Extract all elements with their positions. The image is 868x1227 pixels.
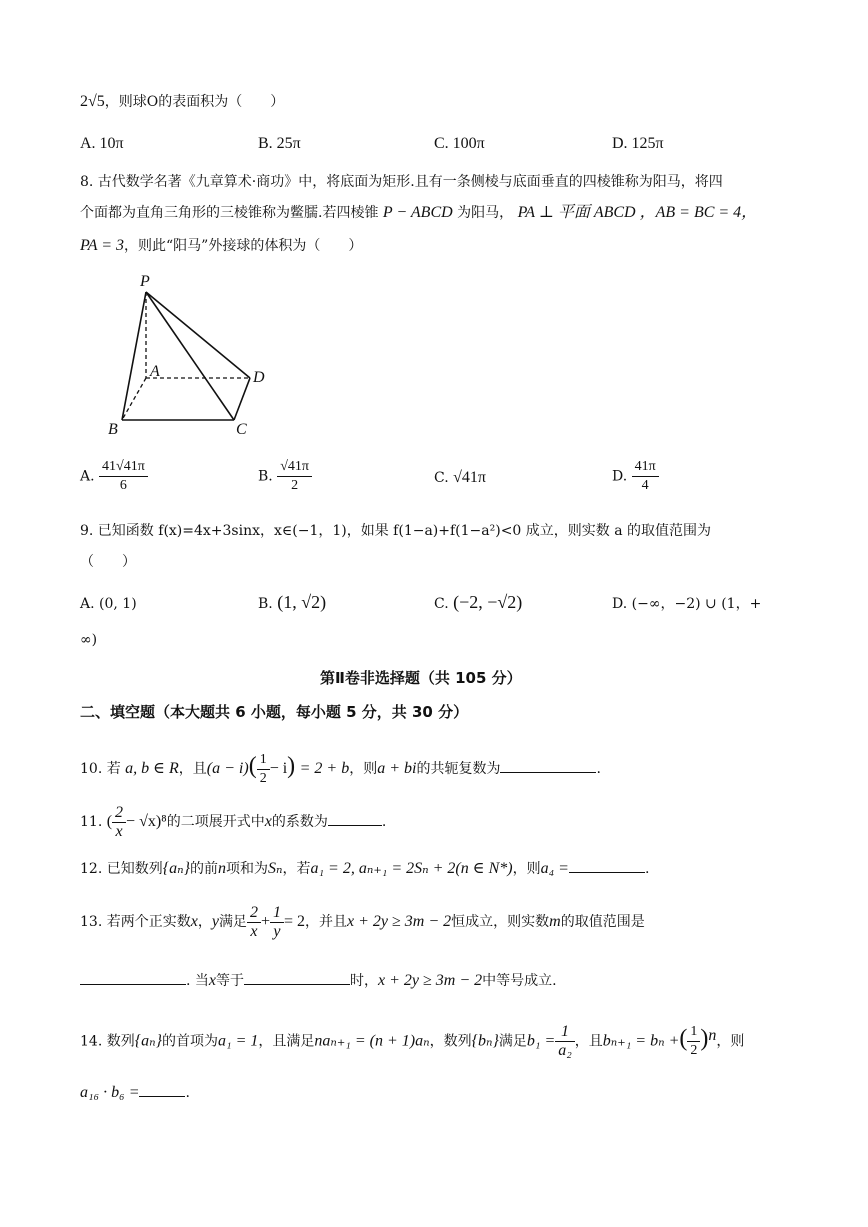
q10-half (257, 751, 270, 788)
q9-c-label: C. (434, 596, 449, 612)
q14-text3: ，且满足 (258, 1033, 315, 1050)
q13-line2-text2: 等于 (216, 973, 245, 989)
q12-text2: 的前 (190, 861, 218, 877)
q9-b-label: B. (258, 596, 273, 612)
q9-option-d: D. (−∞，−2) ∪ (1，+ (612, 596, 762, 612)
q12-text3: 项和为 (226, 861, 268, 877)
q13-line1: 13. 若两个正实数x，y满足 $\frac{2}{x}$ + $\frac{1}{y}$ = 2，并且x + 2y ≥ 3m − 2恒成立，则实数m的取值范围是 (80, 903, 645, 940)
q10-domain: a, b ∈ R (125, 760, 179, 777)
q13-line2 (80, 970, 557, 991)
q8-a-fraction (99, 458, 148, 495)
q7-option-d: D. 125π (612, 135, 664, 152)
q8-d-num: 41π (632, 458, 659, 477)
q14-b1-frac (555, 1023, 575, 1060)
q14-text5: 满足 (498, 1033, 527, 1050)
q13-ineq: x + 2y ≥ 3m − 2 (347, 913, 452, 930)
q10-half-den: 2 (259, 770, 267, 786)
q14-line2 (80, 1082, 190, 1103)
q13-line2-text1: . 当 (186, 973, 209, 989)
q13-frac2 (270, 904, 284, 941)
q9-b-value: (1, √2) (277, 592, 327, 612)
q13-text3: ，并且 (305, 914, 347, 930)
q11-answer-blank[interactable] (328, 811, 382, 826)
q12-sn: Sₙ (268, 860, 283, 877)
q14-text2: 的首项为 (162, 1033, 218, 1050)
q10-half-num: 1 (257, 751, 270, 770)
q13-text5: 的取值范围是 (560, 914, 645, 930)
q14-recurrence-b: bₙ₊₁ = bₙ + (602, 1032, 680, 1050)
q11-expr: − √x)⁸ (126, 813, 167, 830)
q11-line: 11. ( $\frac{2}{x}$ − √x)⁸的二项展开式中x的系数为 . (80, 803, 387, 840)
q12-n: n (218, 860, 226, 877)
q14-half-den: 2 (690, 1043, 698, 1059)
q12-condition: a₁ = 2, aₙ₊₁ = 2Sₙ + 2(n ∈ N*) (310, 860, 513, 877)
q9-option-c (434, 592, 522, 614)
q8-b-label: B. (258, 468, 273, 485)
q9-c-value: (−2, −√2) (453, 592, 523, 612)
q13-eq: = 2 (283, 913, 305, 930)
q8-line2-text: 个面都为直角三角形的三棱锥称为鳖臑.若四棱锥 (80, 205, 379, 221)
q14-recurrence: naₙ₊₁ = (n + 1)aₙ (314, 1032, 430, 1050)
q12-text5: ，则 (512, 861, 541, 877)
q13-line2-x: x (208, 972, 217, 989)
q8-option-d (612, 458, 659, 495)
q14-b1-den: a₂ (558, 1042, 572, 1060)
q10-text1: ，且 (178, 761, 207, 777)
q12-end: . (644, 861, 650, 877)
q10-answer-blank[interactable] (500, 758, 596, 773)
q12-answer-blank[interactable] (569, 858, 645, 873)
q8-pyramid-name: P − ABCD (382, 204, 453, 221)
q10-num: 10. 若 (80, 761, 121, 777)
q13-frac2-num: 1 (270, 904, 284, 923)
q14-half-num: 1 (687, 1023, 700, 1042)
q13-frac1-den: x (250, 922, 258, 940)
q13-text1: 13. 若两个正实数 (80, 914, 191, 930)
label-c: C (236, 421, 247, 438)
q10-line: 10. 若 a, b ∈ R，且(a − i)( $\frac{1}{2}$ − i) = 2 + b，则a + bi的共轭复数为 . (80, 751, 601, 786)
q8-option-a (80, 458, 148, 495)
q13-frac1-num: 2 (247, 904, 261, 923)
q10-rhs: = 2 + b (299, 760, 350, 777)
q8-line2-text2: 为阳马， (457, 205, 514, 221)
q10-minus-i: − i (269, 760, 288, 777)
q8-d-fraction (632, 458, 659, 495)
q14-text4: ，数列 (429, 1033, 472, 1050)
q12-a4: a₄ = (540, 860, 569, 877)
q14-text7: ，则 (716, 1033, 745, 1050)
q13-m: m (549, 913, 561, 930)
q7-option-b: B. 25π (258, 135, 301, 152)
q14-end: . (185, 1085, 190, 1101)
q13-answer-blank-1[interactable] (80, 970, 186, 985)
q10-factor1: (a − i) (206, 760, 249, 777)
q14-b1: b₁ = (526, 1032, 556, 1050)
q14-b1-num: 1 (555, 1023, 575, 1042)
q8-line3 (80, 236, 362, 256)
q8-b-num: √41π (277, 458, 312, 477)
q8-option-c (434, 468, 486, 488)
q8-line3-text: ，则此“阳马”外接球的体积为（ ） (124, 238, 363, 254)
q13-answer-blank-2[interactable] (244, 970, 350, 985)
label-p: P (140, 273, 150, 290)
q8-pa: PA = 3 (80, 237, 124, 254)
q8-conditions: PA ⊥ 平面 ABCD ，AB = BC = 4， (517, 204, 758, 221)
q14-text1: 14. 数列 (80, 1033, 135, 1050)
q9-line1: 9. 已知函数 f(x)=4x+3sinx，x∈(−1，1)，如果 f(1−a)+f(1−a²)<0 成立，则实数 a 的取值范围为 (80, 523, 712, 539)
q13-frac1 (247, 904, 261, 941)
q9-line2: （ ） (80, 554, 136, 570)
q9-option-a: A. (0, 1) (80, 596, 137, 612)
q8-a-num: 41√41π (99, 458, 148, 477)
q12-line (80, 858, 649, 879)
q11-frac-den: x (115, 822, 123, 840)
q7-text: ，则球O的表面积为（ ） (104, 94, 285, 110)
q13-line2-text4: 中等号成立. (482, 973, 557, 989)
q8-c-value: √41π (453, 469, 486, 486)
q11-fraction (112, 804, 126, 841)
q14-answer-blank[interactable] (139, 1082, 185, 1097)
q14-text6: ，且 (574, 1033, 603, 1050)
q11-text2: 的系数为 (271, 814, 328, 830)
q13-line2-text3: 时， (350, 973, 379, 989)
pyramid-figure (100, 262, 280, 442)
q8-option-b (258, 458, 312, 495)
q12-text4: ，若 (282, 861, 311, 877)
q8-a-den: 6 (119, 478, 127, 493)
q7-option-c: C. 100π (434, 135, 485, 152)
label-d: D (253, 369, 265, 386)
q8-d-den: 4 (641, 478, 649, 493)
q11-end: . (381, 814, 387, 830)
q14-half (687, 1023, 700, 1060)
q9-option-d-cont: ∞) (80, 632, 98, 648)
q8-line2 (80, 203, 757, 223)
q8-line1: 8. 古代数学名著《九章算术·商功》中，将底面为矩形.且有一条侧棱与底面垂直的四棱锥称为阳马，将四 (80, 174, 723, 190)
label-a: A (150, 363, 160, 380)
q8-b-fraction (277, 458, 312, 495)
section2-title: 第Ⅱ卷非选择题（共 105 分） (320, 669, 522, 687)
q14-seq-a: {aₙ} (134, 1032, 162, 1050)
q10-complex: a + bi (377, 760, 417, 777)
q14-product: a₁₆ · b₆ = (80, 1084, 140, 1101)
q9-option-b (258, 592, 326, 614)
q14-line1: 14. 数列{aₙ}的首项为a₁ = 1，且满足naₙ₊₁ = (n + 1)aₙ，数列{bₙ}满足b₁ = $\frac{1}{\text{a₂}}$ ，且bₙ₊₁ = bₙ +( $\frac{1}{2}$ )$^n$，则 (80, 1023, 745, 1060)
q11-frac-num: 2 (112, 804, 126, 823)
q11-num: 11. (80, 814, 103, 830)
q14-a1: a₁ = 1 (218, 1032, 259, 1050)
q11-x: x (264, 813, 272, 830)
label-b: B (108, 421, 118, 438)
q8-a-label: A. (80, 468, 95, 485)
q7-option-a: A. 10π (80, 135, 124, 152)
q12-text1: 12. 已知数列 (80, 861, 163, 877)
q10-text3: 的共轭复数为 (416, 761, 501, 777)
q13-comma: ， (197, 914, 212, 930)
q8-c-label: C. (434, 470, 449, 486)
q8-b-den: 2 (291, 478, 299, 493)
q7-tail-line (80, 92, 284, 112)
q12-seq: {aₙ} (162, 860, 190, 877)
q10-text2: ，则 (349, 761, 378, 777)
q14-seq-b: {bₙ} (471, 1032, 499, 1050)
q13-y: y (211, 913, 219, 930)
q13-frac2-den: y (273, 922, 281, 940)
q13-text2: 满足 (218, 914, 247, 930)
q10-end: . (596, 761, 601, 777)
q13-text4: 恒成立，则实数 (451, 914, 550, 930)
q7-prefix: 2√5 (80, 93, 105, 110)
q13-line2-ineq: x + 2y ≥ 3m − 2 (378, 972, 483, 989)
q13-x: x (190, 913, 198, 930)
q14-power: n (708, 1027, 717, 1044)
q11-text1: 的二项展开式中 (166, 814, 265, 830)
q8-d-label: D. (612, 468, 628, 485)
part2-title: 二、填空题（本大题共 6 小题，每小题 5 分，共 30 分） (80, 703, 469, 721)
